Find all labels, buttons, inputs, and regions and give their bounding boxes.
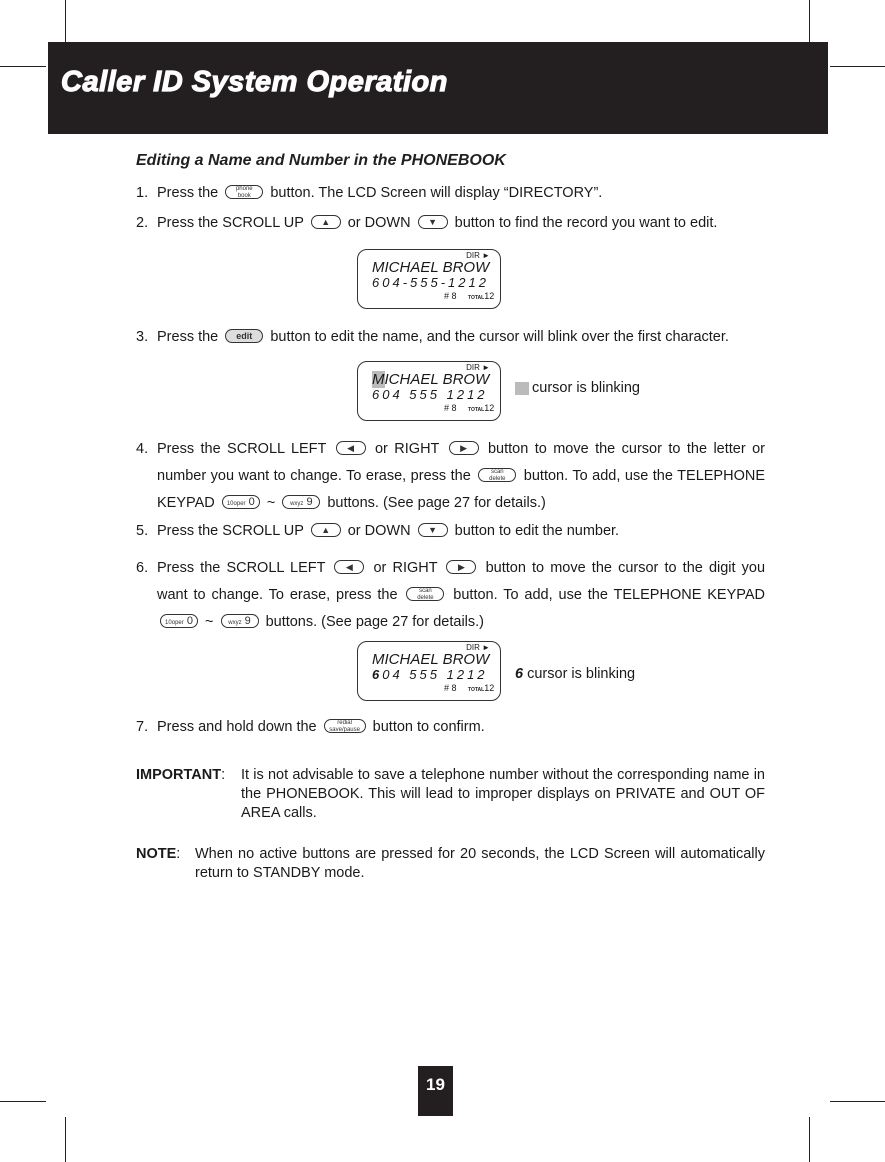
section-title: Editing a Name and Number in the PHONEBOOK xyxy=(136,152,506,169)
crop-mark xyxy=(0,1101,46,1102)
lcd-display-edit-number: DIR ► MICHAEL BROW 604 555 1212 # 8 TOTAL12 xyxy=(357,641,501,701)
page-title: Caller ID System Operation xyxy=(61,66,448,98)
redial-save-button[interactable]: redial save/pause xyxy=(324,719,366,733)
scroll-up-button[interactable]: ▲ xyxy=(311,215,341,229)
crop-mark xyxy=(830,1101,885,1102)
lcd-name: MICHAEL BROW xyxy=(372,371,490,388)
lcd-name: MICHAEL BROW xyxy=(372,651,490,668)
cursor-legend-box xyxy=(515,382,529,395)
step-7: 7. Press and hold down the redial save/pause button to confirm. xyxy=(136,719,485,735)
step-2: 2. Press the SCROLL UP ▲ or DOWN ▼ button to find the record you want to edit. xyxy=(136,215,718,231)
step-5: 5. Press the SCROLL UP ▲ or DOWN ▼ button to edit the number. xyxy=(136,523,620,539)
scan-delete-button[interactable]: scan delete xyxy=(406,587,444,601)
crop-mark xyxy=(830,66,885,67)
key-9-button[interactable]: wxyz 9 xyxy=(282,495,320,509)
step-6: 6. Press the SCROLL LEFT ◀ or RIGHT ▶ button to move the cursor to the digit you want to change. To erase, press the scan delete button. To add, use the TELEPHONE KEYPAD 10oper 0 ~ wxyz 9 buttons. (See page 27 for details.) xyxy=(136,560,766,630)
scroll-up-button[interactable]: ▲ xyxy=(311,523,341,537)
blinking-cursor: M xyxy=(372,371,385,388)
cursor-note: 6 cursor is blinking xyxy=(515,666,636,682)
blinking-cursor: 6 xyxy=(372,667,383,682)
lcd-display-edit-name: DIR ► MICHAEL BROW 604 555 1212 # 8 TOTAL12 xyxy=(357,361,501,421)
note: NOTE: When no active buttons are pressed for 20 seconds, the LCD Screen will automatically return to STANDBY mode. xyxy=(136,846,765,881)
important-note: IMPORTANT: It is not advisable to save a telephone number without the corresponding name in the PHONEBOOK. This will lead to improper displays on PRIVATE and OUT OF AREA calls. xyxy=(136,767,765,821)
lcd-display-directory: DIR ► MICHAEL BROW 604-555-1212 # 8 TOTAL12 xyxy=(357,249,501,309)
crop-mark xyxy=(65,0,66,47)
key-0-button[interactable]: 10oper 0 xyxy=(222,495,260,509)
scroll-left-button[interactable]: ◀ xyxy=(336,441,366,455)
crop-mark xyxy=(809,0,810,47)
scroll-down-button[interactable]: ▼ xyxy=(418,523,448,537)
scan-delete-button[interactable]: scan delete xyxy=(478,468,516,482)
step-1: 1. Press the phone book button. The LCD Screen will display “DIRECTORY”. xyxy=(136,185,603,201)
lcd-number: 604 555 1212 xyxy=(372,387,488,402)
cursor-legend-digit: 6 xyxy=(515,666,524,682)
edit-button[interactable]: edit xyxy=(225,329,263,343)
lcd-number: 604 555 1212 xyxy=(372,667,488,682)
phonebook-button[interactable]: phone book xyxy=(225,185,263,199)
key-9-button[interactable]: wxyz 9 xyxy=(221,614,259,628)
lcd-number: 604-555-1212 xyxy=(372,275,489,290)
crop-mark xyxy=(0,66,46,67)
scroll-left-button[interactable]: ◀ xyxy=(334,560,364,574)
lcd-name: MICHAEL BROW xyxy=(372,259,490,276)
cursor-note: cursor is blinking xyxy=(515,380,640,396)
scroll-right-button[interactable]: ▶ xyxy=(449,441,479,455)
step-3: 3. Press the edit button to edit the name, and the cursor will blink over the first character. xyxy=(136,329,729,345)
key-0-button[interactable]: 10oper 0 xyxy=(160,614,198,628)
scroll-down-button[interactable]: ▼ xyxy=(418,215,448,229)
crop-mark xyxy=(65,1117,66,1162)
page-number: 19 xyxy=(418,1066,453,1116)
scroll-right-button[interactable]: ▶ xyxy=(446,560,476,574)
step-4: 4. Press the SCROLL LEFT ◀ or RIGHT ▶ button to move the cursor to the letter or number you want to change. To erase, press the scan delete button. To add, use the TELEPHONE KEYPAD 10oper 0 ~ wxyz 9 buttons. (See page 27 for details.) xyxy=(136,441,765,511)
crop-mark xyxy=(809,1117,810,1162)
